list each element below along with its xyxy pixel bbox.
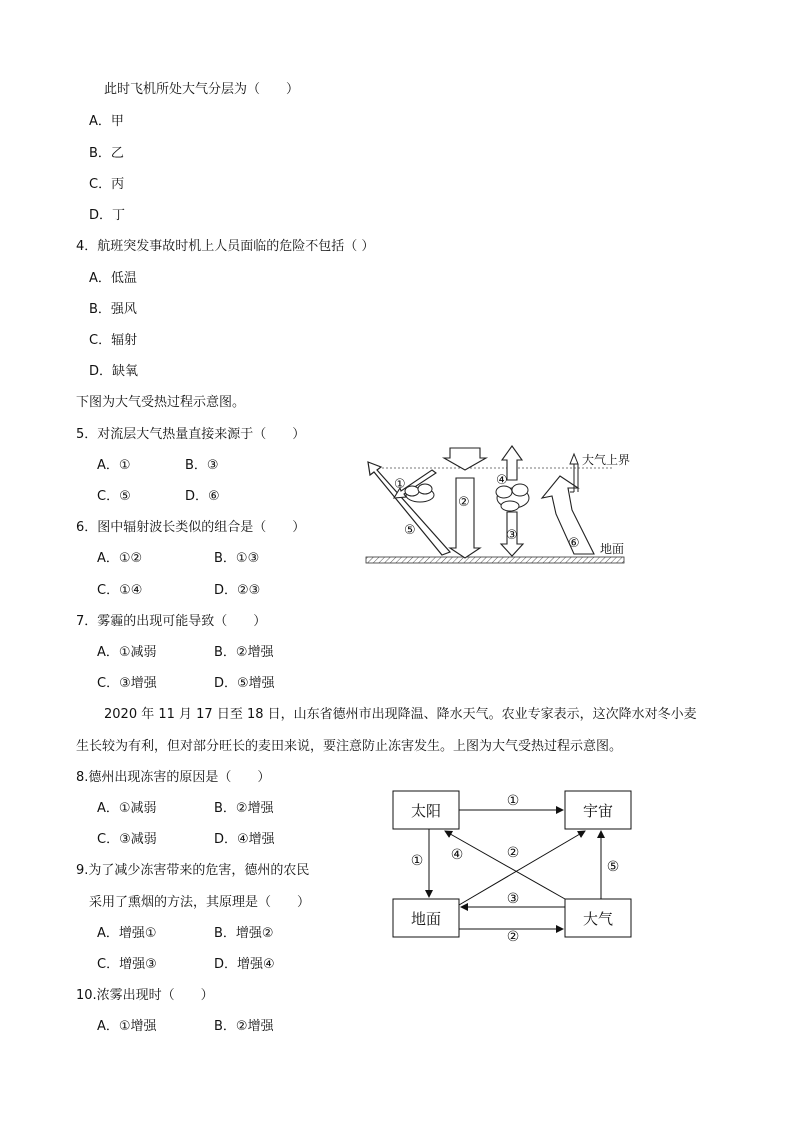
fig1-num-3: ③ xyxy=(506,528,518,543)
q4-option-d: D．缺氧 xyxy=(89,364,139,379)
figure-intro: 下图为大气受热过程示意图。 xyxy=(76,395,246,410)
q10-stem: 10.浓雾出现时（ ） xyxy=(76,988,214,1003)
q3-option-c: C．丙 xyxy=(89,177,125,192)
q4-stem: 4．航班突发事故时机上人员面临的危险不包括（ ） xyxy=(76,239,375,254)
arrow-ground-to-space xyxy=(459,831,585,905)
fig1-num-4: ④ xyxy=(496,473,508,488)
ground-strip xyxy=(366,557,624,563)
q7-stem: 7．雾霾的出现可能导致（ ） xyxy=(76,614,267,629)
fig1-num-6: ⑥ xyxy=(568,536,580,551)
q9-stem-line-2: 采用了熏烟的方法，其原理是（ ） xyxy=(89,895,311,910)
q10-option-a: A．①增强 xyxy=(97,1019,157,1034)
q6-option-d: D．②③ xyxy=(214,583,261,598)
fig1-num-2: ② xyxy=(458,495,470,510)
q3-option-a: A．甲 xyxy=(89,114,124,129)
q8-stem: 8.德州出现冻害的原因是（ ） xyxy=(76,770,271,785)
q4-option-c: C．辐射 xyxy=(89,333,138,348)
atmospheric-heating-diagram xyxy=(360,440,680,570)
heat-flow-box-diagram xyxy=(385,785,645,945)
q9-option-c: C．增强③ xyxy=(97,957,157,972)
q3-option-d: D．丁 xyxy=(89,208,126,223)
q6-option-a: A．①② xyxy=(97,551,143,566)
q6-option-b: B．①③ xyxy=(214,551,260,566)
q7-option-b: B．②增强 xyxy=(214,645,274,660)
q5-option-a: A．① xyxy=(97,458,131,473)
fig2-label-cross-4: ④ xyxy=(450,847,464,863)
q3-stem: 此时飞机所处大气分层为（ ） xyxy=(104,82,300,97)
q5-option-c: C．⑤ xyxy=(97,489,131,504)
q6-stem: 6．图中辐射波长类似的组合是（ ） xyxy=(76,520,306,535)
q9-option-b: B．增强② xyxy=(214,926,274,941)
q8-option-c: C．③减弱 xyxy=(97,832,157,847)
fig2-label-sun-space: ① xyxy=(506,793,520,809)
q5-option-d: D．⑥ xyxy=(185,489,220,504)
fig1-num-1: ① xyxy=(394,477,406,492)
q4-option-a: A．低温 xyxy=(89,271,137,286)
fig1-num-5: ⑤ xyxy=(404,523,416,538)
q5-stem: 5．对流层大气热量直接来源于（ ） xyxy=(76,427,306,442)
q5-option-b: B．③ xyxy=(185,458,219,473)
fig2-label-cross-2: ② xyxy=(506,845,520,861)
box-atmos-label: 大气 xyxy=(582,910,614,928)
fig2-label-ground-atmos: ② xyxy=(506,929,520,945)
passage-line-1: 2020 年 11 月 17 日至 18 日，山东省德州市出现降温、降水天气。农业专家表示，这次降水对冬小麦 xyxy=(104,707,697,722)
q4-option-b: B．强风 xyxy=(89,302,137,317)
q7-option-d: D．⑤增强 xyxy=(214,676,275,691)
q3-option-b: B．乙 xyxy=(89,146,124,161)
q10-option-b: B．②增强 xyxy=(214,1019,274,1034)
fig2-label-atmos-ground: ③ xyxy=(506,891,520,907)
q9-option-d: D．增强④ xyxy=(214,957,275,972)
q6-option-c: C．①④ xyxy=(97,583,143,598)
q9-option-a: A．增强① xyxy=(97,926,157,941)
arrow-atmos-to-ground-upper xyxy=(445,831,565,899)
fig2-label-atmos-space: ⑤ xyxy=(606,859,620,875)
cloud-1-icon xyxy=(405,484,434,502)
q9-stem-line-1: 9.为了减少冻害带来的危害，德州的农民 xyxy=(76,863,310,878)
passage-line-2: 生长较为有利，但对部分旺长的麦田来说，要注意防止冻害发生。上图为大气受热过程示意图。 xyxy=(76,739,623,754)
q8-option-a: A．①减弱 xyxy=(97,801,157,816)
q8-option-b: B．②增强 xyxy=(214,801,274,816)
cloud-2-icon xyxy=(496,484,529,511)
box-ground-label: 地面 xyxy=(410,910,442,928)
label-ground: 地面 xyxy=(600,542,625,556)
q7-option-a: A．①减弱 xyxy=(97,645,157,660)
q8-option-d: D．④增强 xyxy=(214,832,275,847)
fig2-label-sun-ground: ① xyxy=(410,853,424,869)
label-atmosphere-top: 大气上界 xyxy=(582,453,631,467)
box-space-label: 宇宙 xyxy=(582,802,614,820)
q7-option-c: C．③增强 xyxy=(97,676,157,691)
arrow-5 xyxy=(368,462,450,555)
box-sun-label: 太阳 xyxy=(410,802,442,820)
